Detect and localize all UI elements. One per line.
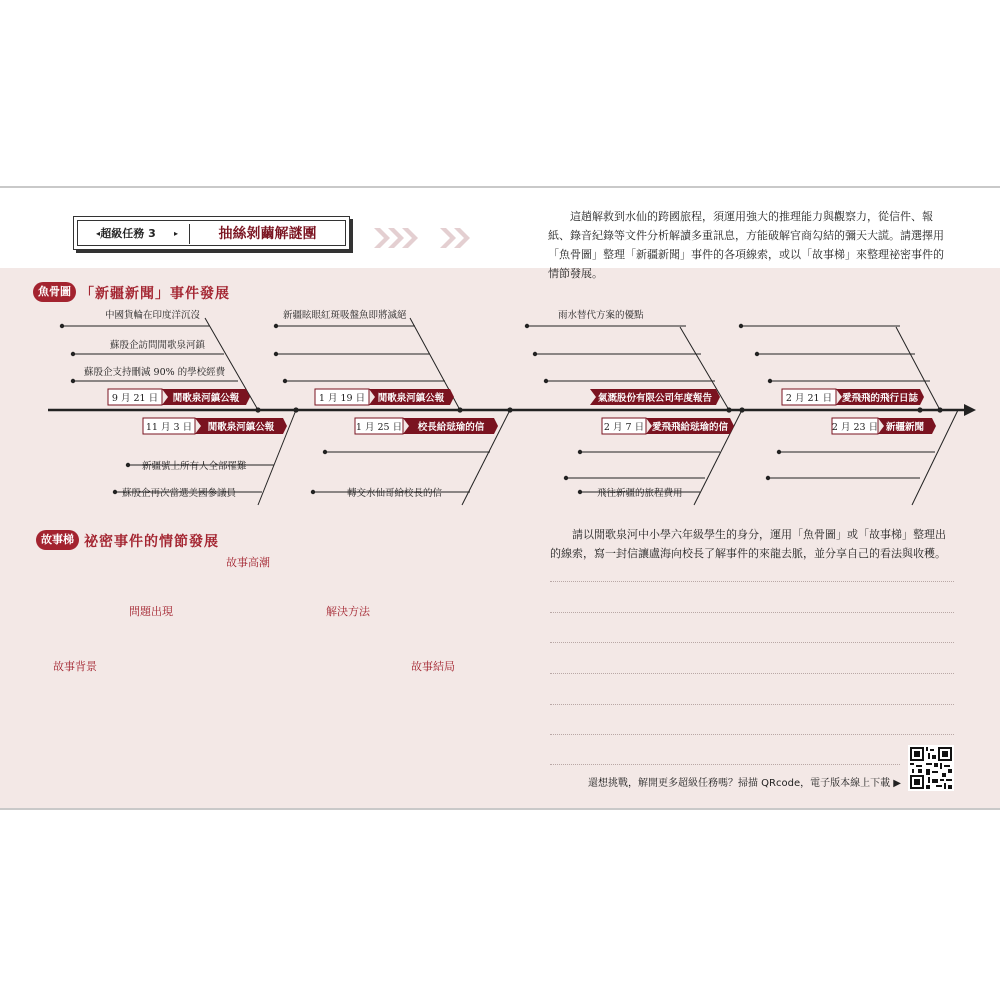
clue-upper-1-2: 蘇殷企訪問閒歌泉河鎮	[110, 340, 206, 351]
writing-line[interactable]	[550, 704, 954, 705]
clue-upper-1-3: 蘇殷企支持刪減 90% 的學校經費	[84, 367, 226, 378]
writing-line[interactable]	[550, 734, 954, 735]
left-arrow-icon: ◂	[96, 229, 101, 238]
right-arrow-icon: ▸	[174, 229, 179, 238]
date-lower-3: 2 月 7 日	[603, 422, 645, 433]
step-climax: 故事高潮	[226, 556, 270, 569]
clue-upper-2-1: 新疆眩眼紅斑吸盤魚即將滅絕	[283, 310, 407, 321]
story-badge: 故事梯	[36, 530, 79, 550]
source-upper-1: 閒歌泉河鎮公報	[172, 393, 240, 404]
source-lower-2: 校長給琺瑜的信	[417, 422, 485, 433]
writing-prompt: 請以閒歌泉河中小學六年級學生的身分，運用「魚骨圖」或「故事梯」整理出的線索，寫一封信讓盧海向校長了解事件的來龍去脈，並分享自己的看法與收穫。	[550, 528, 946, 560]
source-upper-4: 愛飛飛的飛行日誌	[841, 393, 919, 404]
writing-line[interactable]	[550, 673, 954, 674]
writing-line[interactable]	[550, 764, 900, 765]
date-upper-1: 9 月 21 日	[111, 393, 159, 404]
qr-caption: 還想挑戰，解開更多超級任務嗎？掃描 QRcode，電子版本線上下載 ▶	[588, 778, 901, 789]
clue-upper-1-1: 中國貨輪在印度洋沉沒	[105, 310, 201, 321]
date-upper-4: 2 月 21 日	[785, 393, 833, 404]
source-lower-4: 新疆新聞	[885, 422, 925, 433]
writing-line[interactable]	[550, 612, 954, 613]
writing-line[interactable]	[550, 642, 954, 643]
step-background: 故事背景	[53, 660, 97, 673]
date-lower-1: 11 月 3 日	[145, 422, 193, 433]
intro-paragraph: 這趟解救到水仙的跨國旅程，須運用強大的推理能力與觀察力，從信件、報紙、錄音紀錄等文件分析解讀多重訊息，方能破解官商勾結的彌天大謊。請選擇用「魚骨圖」整理「新疆新聞」事件的各項線索，或以「故事梯」來整理祕密事件的情節發展。	[548, 210, 944, 280]
date-lower-4: 2 月 23 日	[831, 422, 879, 433]
fishbone-title: 「新疆新聞」事件發展	[80, 286, 230, 302]
clue-lower-1-2: 蘇殷企再次當選美國參議員	[122, 488, 237, 499]
clue-lower-2-2: 轉交水仙哥給校長的信	[347, 488, 443, 499]
step-problem: 問題出現	[129, 605, 173, 618]
qr-code-icon[interactable]	[908, 745, 954, 791]
source-lower-1: 閒歌泉河鎮公報	[207, 422, 275, 433]
step-ending: 故事結局	[411, 660, 455, 673]
mission-label: 超級任務 3	[100, 227, 156, 240]
clue-lower-1-1: 新疆號上所有人全部罹難	[142, 461, 247, 472]
source-upper-3: 氣溉股份有限公司年度報告	[597, 393, 713, 404]
story-title: 祕密事件的情節發展	[84, 534, 219, 550]
date-upper-2: 1 月 19 日	[318, 393, 366, 404]
clue-lower-3-2: 飛往新疆的旅程費用	[597, 488, 683, 499]
date-lower-2: 1 月 25 日	[355, 422, 403, 433]
writing-line[interactable]	[550, 581, 954, 582]
clue-upper-3-1: 雨水替代方案的優點	[558, 310, 644, 321]
mission-title: 抽絲剝繭解謎團	[218, 226, 317, 242]
bottom-rule	[0, 808, 1000, 810]
source-lower-3: 愛飛飛給琺瑜的信	[651, 422, 729, 433]
fishbone-badge: 魚骨圖	[33, 282, 76, 302]
source-upper-2: 閒歌泉河鎮公報	[377, 393, 445, 404]
step-solution: 解決方法	[326, 605, 370, 618]
